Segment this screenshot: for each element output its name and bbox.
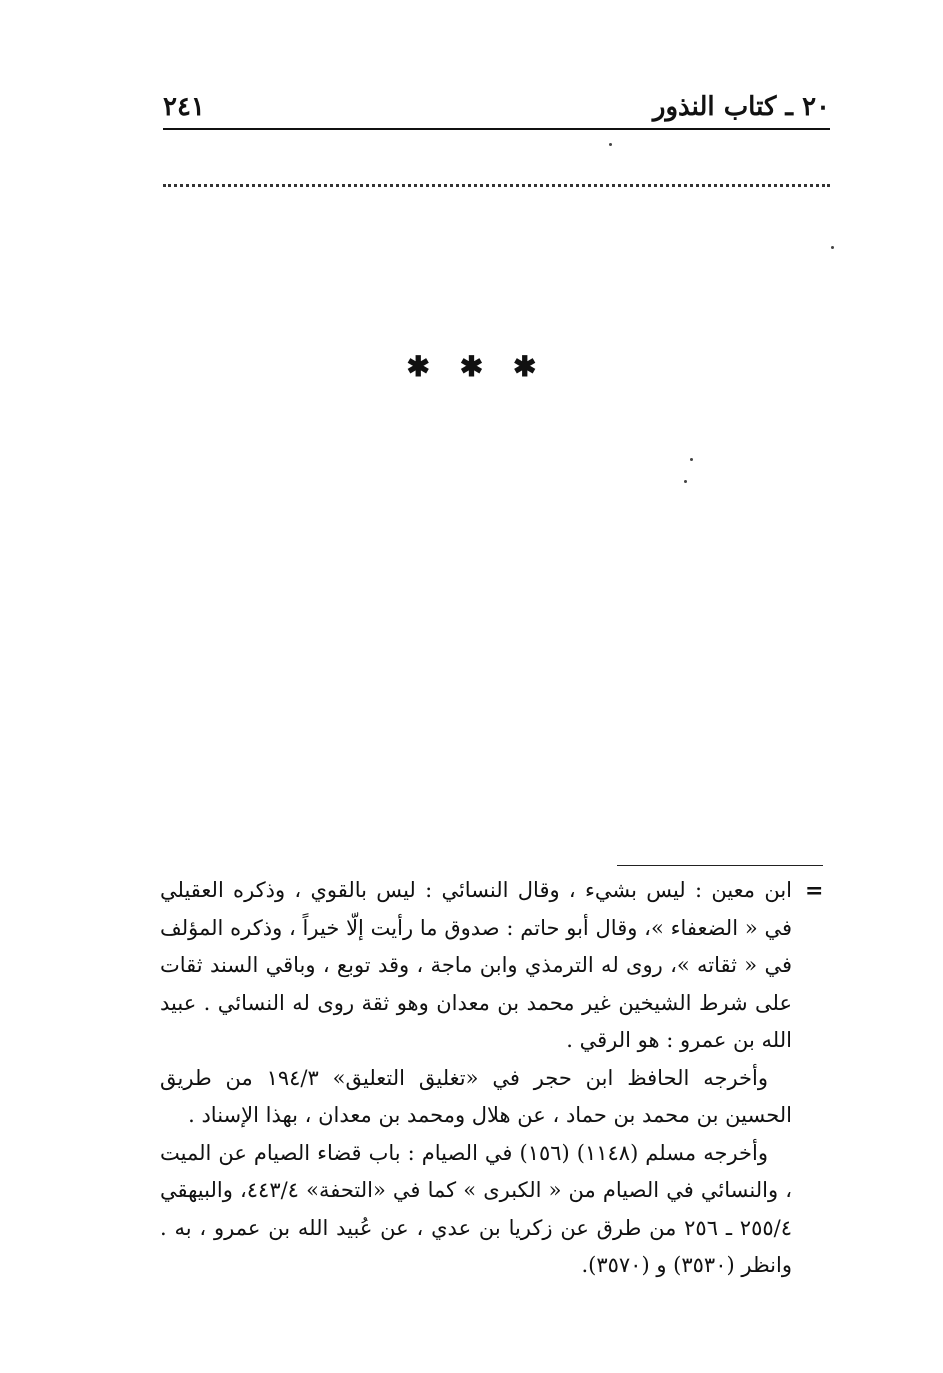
- footnotes: [160, 872, 792, 1285]
- star-icon: ✱: [406, 350, 431, 383]
- chapter-title: ٢٠ ـ كتاب النذور: [652, 92, 830, 122]
- star-icon: ✱: [512, 350, 537, 383]
- page-number: ٢٤١: [163, 92, 205, 122]
- section-separator: [0, 350, 943, 383]
- scan-speck: [609, 143, 612, 146]
- header-rule: [163, 128, 830, 130]
- footnote-paragraph: وأخرجه الحافظ ابن حجر في «تغليق التعليق» ١٩٤/٣ من طريق الحسين بن محمد بن حماد ، عن هلال ومحمد بن معدان ، بهذا الإسناد .: [160, 1065, 792, 1127]
- scan-speck: [684, 480, 687, 483]
- dotted-divider: [163, 184, 830, 187]
- star-icon: ✱: [459, 350, 484, 383]
- footnote-rule: [617, 865, 823, 866]
- scan-speck: [831, 246, 834, 249]
- footnote-continuation-mark: =: [805, 878, 824, 904]
- footnote-paragraph: ابن معين : ليس بشيء ، وقال النسائي : ليس بالقوي ، وذكره العقيلي في « الضعفاء »، وقال أبو حاتم : صدوق ما رأيت إلّا خيراً ، وذكره المؤلف في « ثقاته »، روى له الترمذي وابن ماجة ، وقد توبع ، وباقي السند ثقات على شرط الشيخين غير محمد بن معدان وهو ثقة روى له النسائي . عبيد الله بن عمرو : هو الرقي .: [160, 878, 792, 1052]
- scan-speck: [690, 458, 693, 461]
- running-header: [163, 90, 830, 126]
- footnote-paragraph: وأخرجه مسلم (١١٤٨) (١٥٦) في الصيام : باب قضاء الصيام عن الميت ، والنسائي في الصيام من « الكبرى » كما في «التحفة» ٤٤٣/٤، والبيهقي ٢٥٥/٤ ـ ٢٥٦ من طرق عن زكريا بن عدي ، عن عُبيد الله بن عمرو ، به . وانظر (٣٥٣٠) و (٣٥٧٠).: [160, 1140, 792, 1277]
